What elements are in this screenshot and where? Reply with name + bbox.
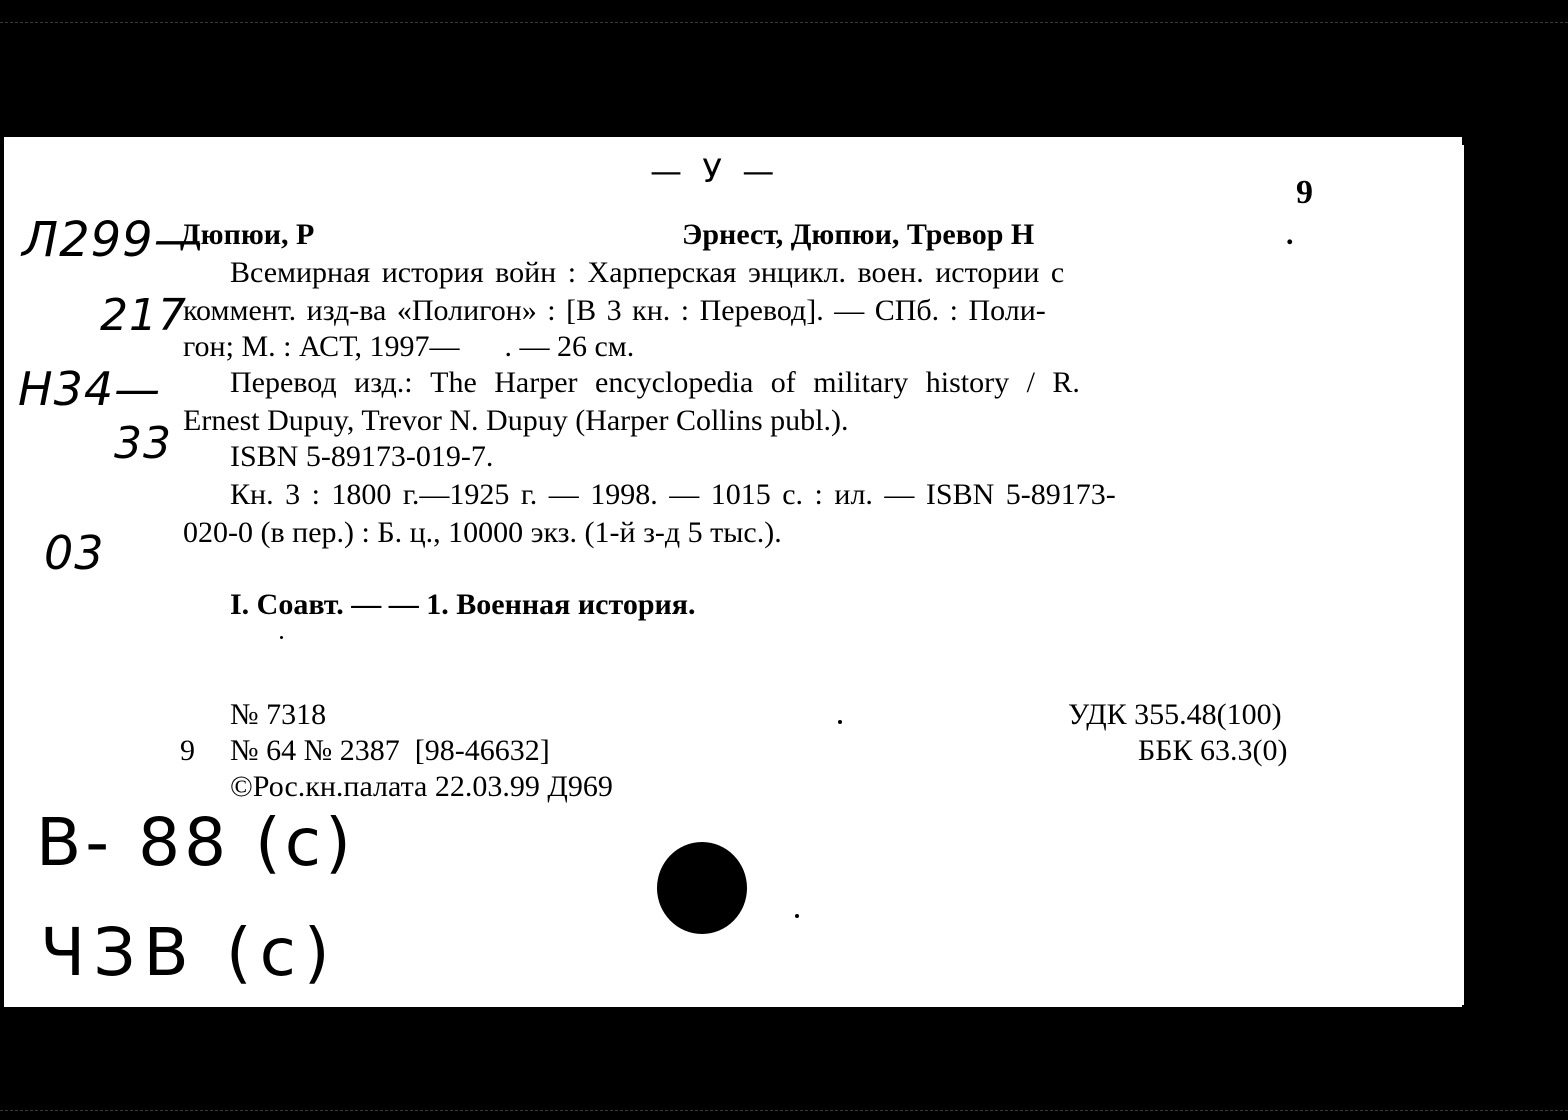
heading-end: .: [1286, 218, 1294, 251]
top-scan-line: [0, 22, 1568, 23]
heading-author-right: Эрнест, Дюпюи, Тревор Н: [682, 218, 1035, 251]
note-line-1: Перевод изд.: The Harper encyclopedia of military history / R.: [230, 366, 1080, 399]
volume-line-1: Кн. 3 : 1800 г.—1925 г. — 1998. — 1015 с. : ил. — ISBN 5-89173-: [230, 478, 1116, 511]
bottom-scan-line: [0, 1110, 1568, 1111]
speck: [838, 720, 842, 724]
handwritten-author-mark-1: Н34—: [18, 362, 162, 416]
speck: [280, 636, 283, 639]
note-line-2: Ernest Dupuy, Trevor N. Dupuy (Harper Collins publ.).: [183, 404, 849, 437]
handwritten-author-mark-2: 33: [114, 418, 172, 469]
handwritten-call-number-2: 217: [100, 290, 187, 341]
handwritten-top-mark: — У —: [650, 152, 775, 190]
handwritten-call-number-1: Л299—: [22, 212, 203, 268]
handwritten-copy-mark: 03: [44, 526, 105, 580]
title-line-3: гон; М. : АСТ, 1997— . — 26 см.: [183, 330, 635, 363]
title-line-2: коммент. изд-ва «Полигон» : [В 3 кн. : Перевод]. — СПб. : Поли-: [183, 294, 1046, 327]
tracing-line: I. Соавт. — — 1. Военная история.: [230, 588, 696, 621]
punch-hole: [657, 842, 747, 934]
handwritten-shelf-mark-1: В- 88 (с): [36, 804, 355, 881]
heading-author-left: Дюпюи, Р: [180, 218, 315, 251]
bbk-code: ББК 63.3(0): [1138, 734, 1288, 767]
card-edge: [1452, 145, 1464, 1005]
corner-number: 9: [1296, 174, 1313, 211]
footer-left-2: № 64 № 2387 [98-46632]: [230, 734, 550, 767]
footer-left-3: ©Рос.кн.палата 22.03.99 Д969: [230, 770, 613, 803]
udk-code: УДК 355.48(100): [1068, 698, 1282, 731]
isbn-line: ISBN 5-89173-019-7.: [230, 440, 494, 473]
handwritten-shelf-mark-2: ЧЗВ (с): [40, 914, 338, 991]
footer-left-1: № 7318: [230, 698, 327, 731]
volume-line-2: 020-0 (в пер.) : Б. ц., 10000 экз. (1-й з-д 5 тыс.).: [183, 516, 782, 549]
speck: [795, 914, 799, 918]
title-line-1: Всемирная история войн : Харперская энцикл. воен. истории с: [230, 256, 1065, 289]
footer-left-prefix: 9: [180, 734, 195, 767]
